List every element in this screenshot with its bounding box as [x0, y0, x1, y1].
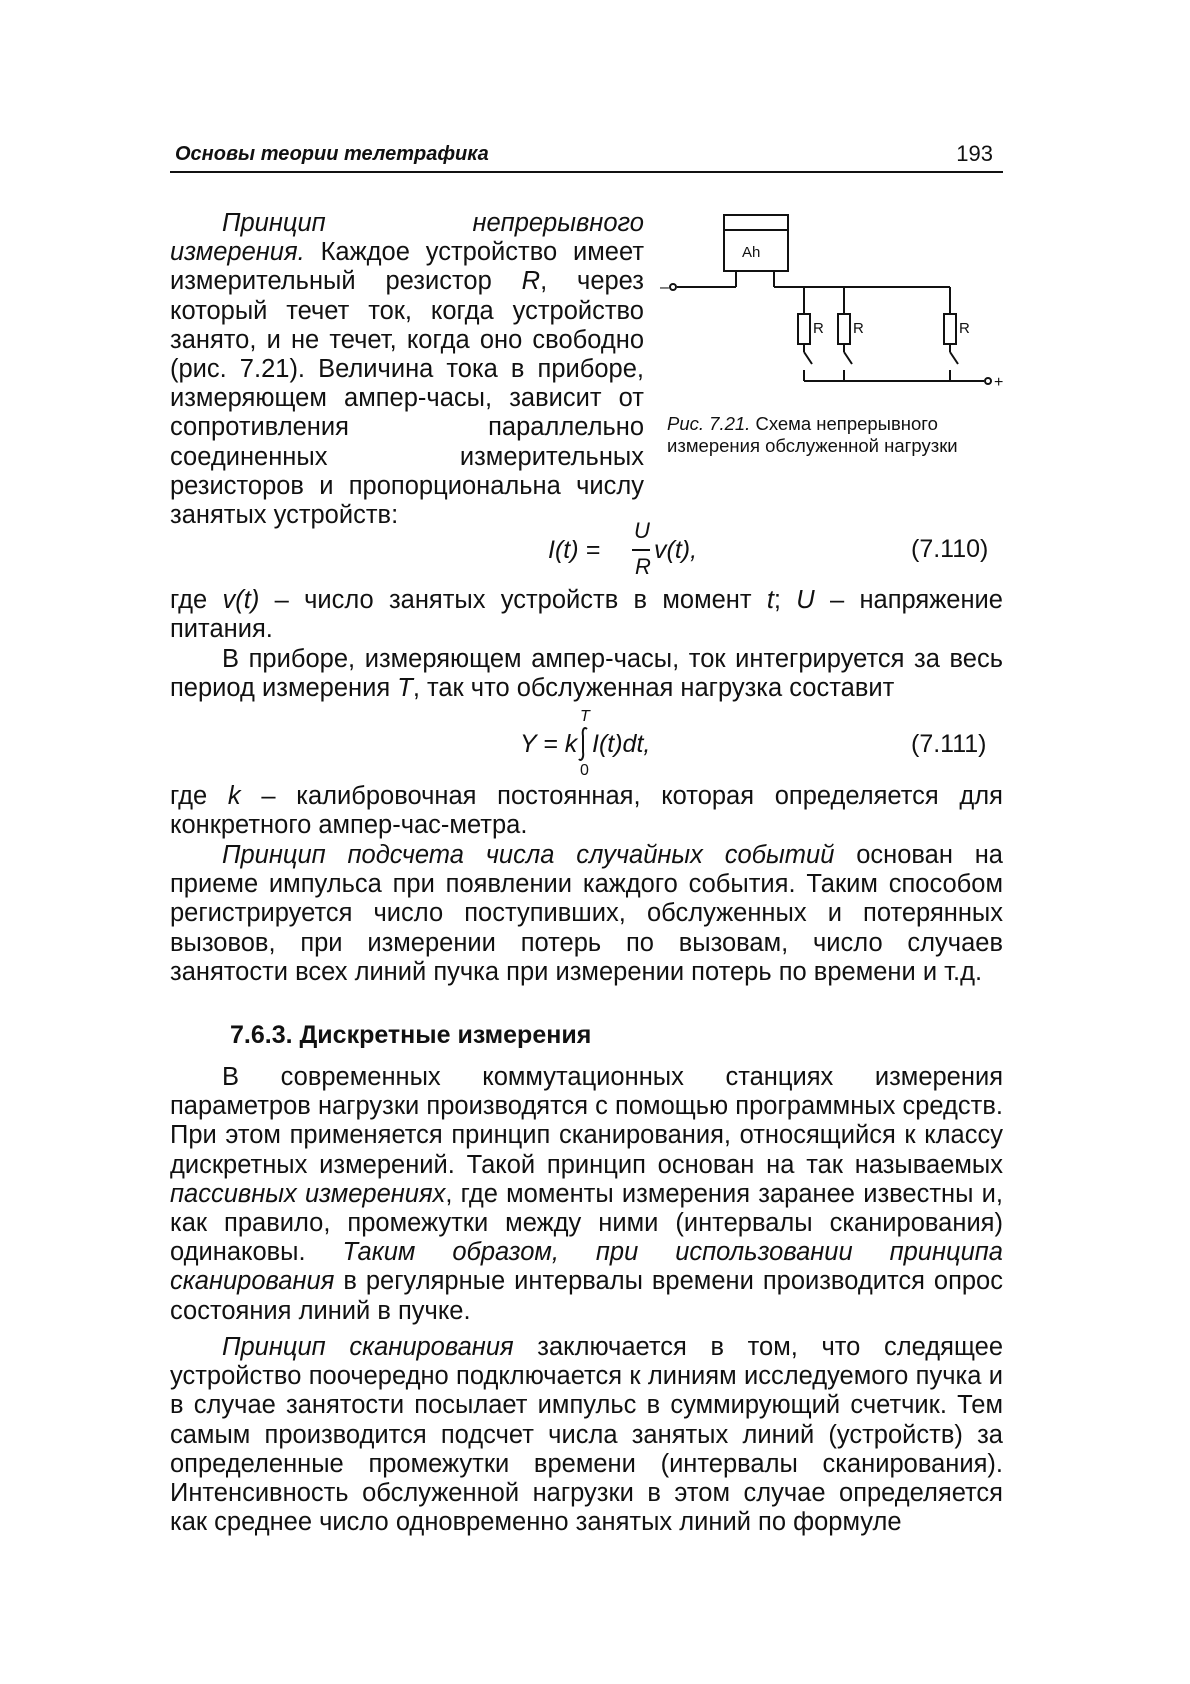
resistor-3 [944, 314, 956, 344]
caption-text: Схема непрерывного измерения обслуженной нагрузки [667, 413, 958, 456]
paragraph-where-k: где k – калибровочная постоянная, которая определяется для конкретного ампер-час-метра. [170, 782, 1003, 840]
caption-prefix: Рис. 7.21. [667, 413, 751, 434]
term-continuous-measurement: Принцип непрерывного измерения. [170, 209, 644, 267]
equation-number-7-110: (7.110) [911, 535, 989, 563]
paragraph-ampere-hours: В приборе, измеряющем ампер-часы, ток интегрируется за весь период измерения T, так что обслуженная нагрузка составит [170, 645, 1003, 703]
ammeter-label: Ah [742, 244, 761, 261]
running-title: Основы теории телетрафика [175, 143, 489, 165]
resistor-2 [838, 314, 850, 344]
resistor-label-2: R [853, 320, 864, 337]
paragraph-random-events: Принцип подсчета числа случайных событий основан на приеме импульса при появлении каждого события. Таким способом регистрируется число поступивших, обслуженных и потерянных вызовов, при измерении потерь по вызовам, число случаев занятости всех линий пучка при измерении потерь по времени и т.д. [170, 841, 1003, 986]
ammeter-box [724, 215, 788, 271]
equation-7-111: Y = k T 0 I(t)dt, [520, 708, 651, 779]
minus-terminal: – [660, 279, 669, 296]
section-heading: 7.6.3. Дискретные измерения [230, 1021, 592, 1049]
equation-7-110: I(t) = U R v(t), [548, 518, 698, 579]
integral-sign [576, 726, 590, 762]
resistor-label-1: R [813, 320, 824, 337]
paragraph-continuous-measurement: Принцип непрерывного измерения. Каждое устройство имеет измерительный резистор R, через который течет ток, когда устройство занято, и не течет, когда оно свободно (рис. 7.21). Величина тока в приборе, измеряющем ампер-часы, зависит от сопротивления параллельно соединенных измерительных резисторов и пропорциональна числу занятых устройств: [170, 209, 644, 530]
paragraph-scanning-principle: Принцип сканирования заключается в том, что следящее устройство поочередно подключается к линиям исследуемого пучка и в случае занятости посылает импульс в суммирующий счетчик. Тем самым производится подсчет числа занятых линий (устройств) за определенные промежутки времени (интервалы сканирования). Интенсивность обслуженной нагрузки в этом случае определяется как среднее число одновременно занятых линий по формуле [170, 1333, 1003, 1537]
resistor-label-3: R [959, 320, 970, 337]
plus-terminal: + [994, 374, 1004, 391]
circuit-diagram [660, 210, 1004, 410]
equation-number-7-111: (7.111) [911, 730, 987, 758]
paragraph-discrete-measurements: В современных коммутационных станциях измерения параметров нагрузки производятся с помощью программных средств. При этом применяется принцип сканирования, относящийся к классу дискретных измерений. Такой принцип основан на так называемых пассивных измерениях, где моменты измерения заранее известны и, как правило, промежутки между ними (интервалы сканирования) одинаковы. Таким образом, при использовании принципа сканирования в регулярные интервалы времени производится опрос состояния линий в пучке. [170, 1063, 1003, 1325]
resistor-1 [798, 314, 810, 344]
running-header [170, 143, 1003, 173]
page-number: 193 [956, 141, 993, 166]
paragraph-where-v: где v(t) – число занятых устройств в момент t; U – напряжение питания. [170, 586, 1003, 644]
figure-caption [667, 413, 1017, 457]
